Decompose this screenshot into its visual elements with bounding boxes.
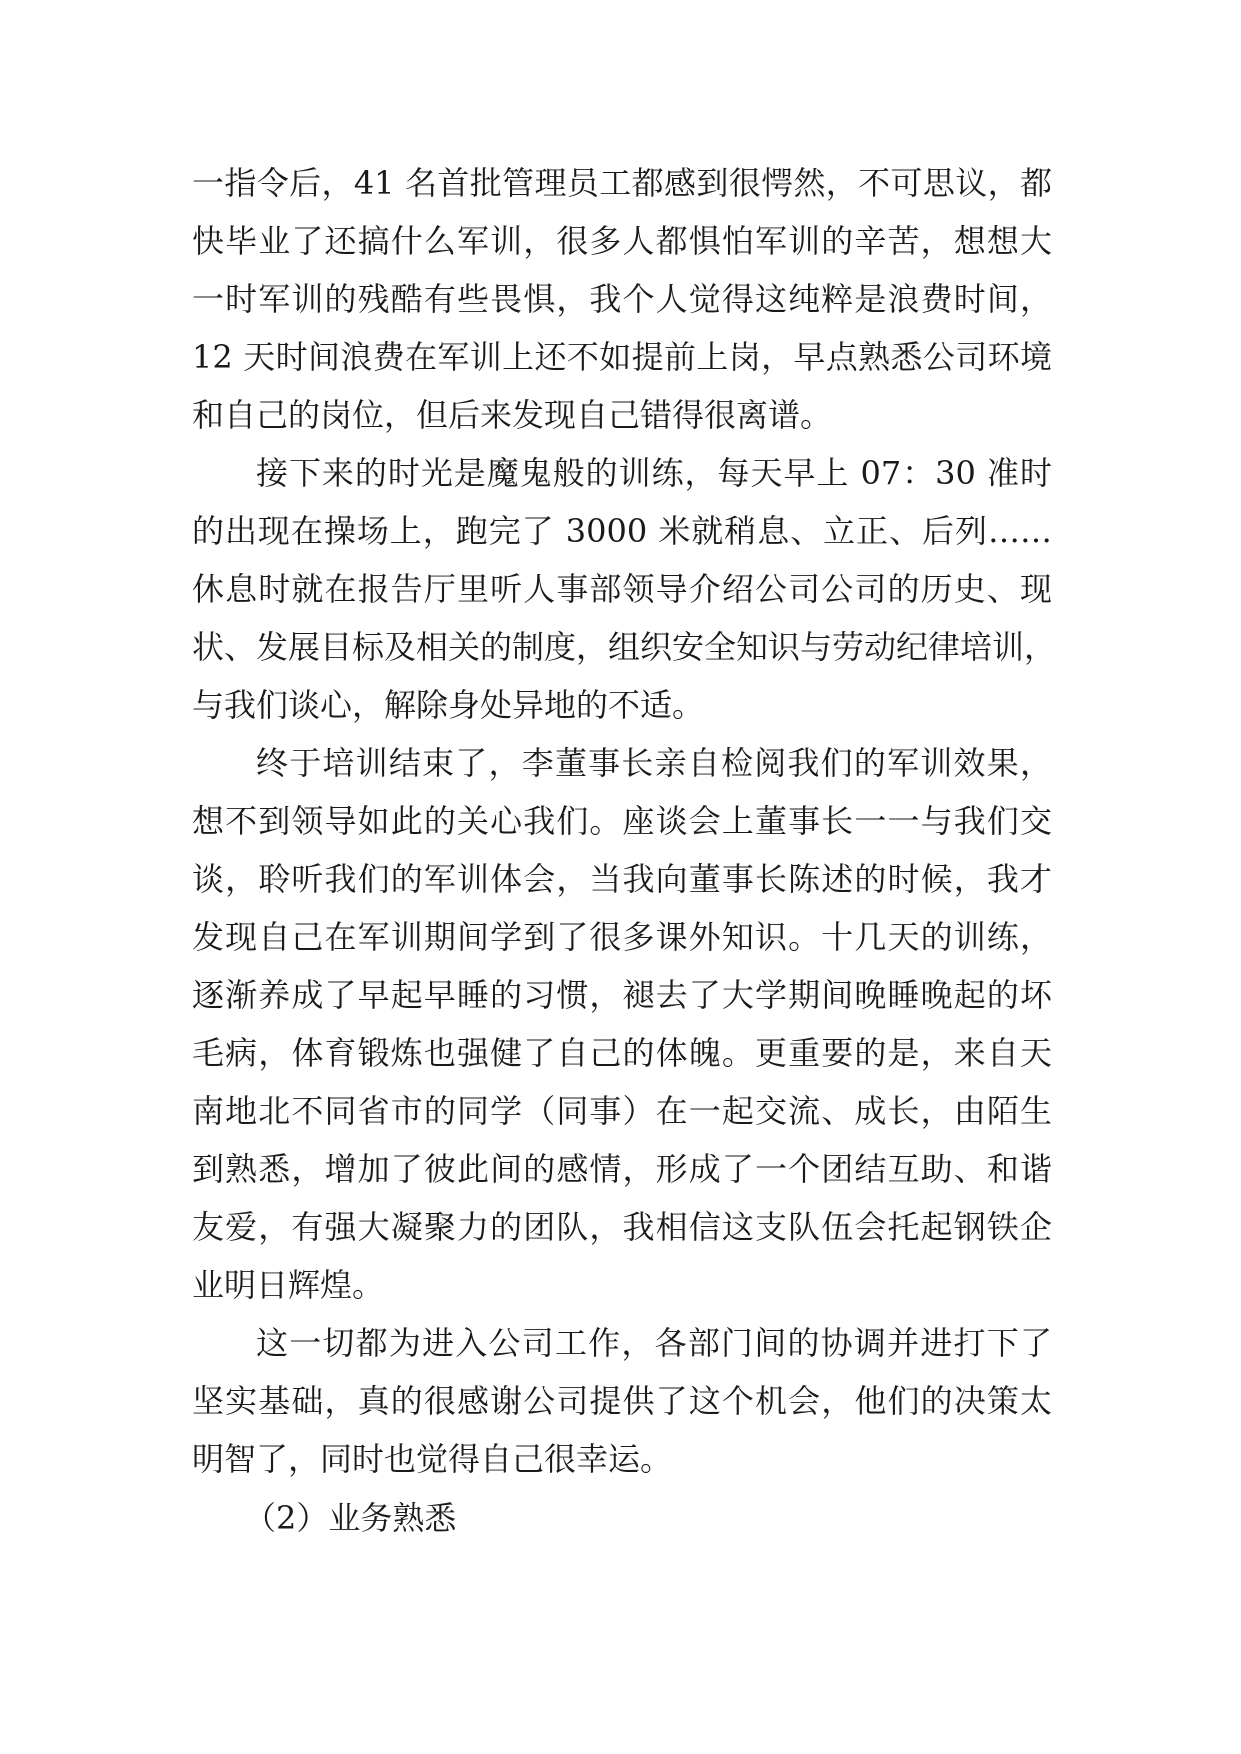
paragraph-3-line-10: 业明日辉煌。 xyxy=(192,1266,385,1304)
paragraph-3-line-4: 发现自己在军训期间学到了很多课外知识。十几天的训练， xyxy=(192,918,1052,956)
paragraph-3-line-7: 南地北不同省市的同学（同事）在一起交流、成长，由陌生 xyxy=(192,1092,1052,1130)
paragraph-1-line-5: 和自己的岗位，但后来发现自己错得很离谱。 xyxy=(192,396,833,434)
paragraph-2-line-2: 的出现在操场上，跑完了 3000 米就稍息、立正、后列…… xyxy=(192,512,1052,550)
paragraph-2-line-1: 接下来的时光是魔鬼般的训练，每天早上 07：30 准时 xyxy=(256,454,1052,492)
section-heading: （2）业务熟悉 xyxy=(244,1499,457,1537)
paragraph-3-line-9: 友爱，有强大凝聚力的团队，我相信这支队伍会托起钢铁企 xyxy=(192,1208,1052,1246)
paragraph-3-line-8: 到熟悉，增加了彼此间的感情，形成了一个团结互助、和谐 xyxy=(192,1150,1052,1188)
paragraph-1-line-2: 快毕业了还搞什么军训，很多人都惧怕军训的辛苦，想想大 xyxy=(192,222,1052,260)
paragraph-1-line-4: 12 天时间浪费在军训上还不如提前上岗，早点熟悉公司环境 xyxy=(192,338,1052,376)
paragraph-4-line-3: 明智了，同时也觉得自己很幸运。 xyxy=(192,1440,673,1478)
paragraph-3-line-1: 终于培训结束了，李董事长亲自检阅我们的军训效果， xyxy=(256,744,1052,782)
paragraph-3-line-3: 谈，聆听我们的军训体会，当我向董事长陈述的时候，我才 xyxy=(192,860,1052,898)
paragraph-1-line-1: 一指令后，41 名首批管理员工都感到很愕然，不可思议，都 xyxy=(192,164,1052,202)
paragraph-4-line-2: 坚实基础，真的很感谢公司提供了这个机会，他们的决策太 xyxy=(192,1382,1052,1420)
paragraph-1-line-3: 一时军训的残酷有些畏惧，我个人觉得这纯粹是浪费时间， xyxy=(192,280,1052,318)
paragraph-2-line-3: 休息时就在报告厅里听人事部领导介绍公司公司的历史、现 xyxy=(192,570,1052,608)
paragraph-3-line-5: 逐渐养成了早起早睡的习惯，褪去了大学期间晚睡晚起的坏 xyxy=(192,976,1052,1014)
paragraph-2-line-5: 与我们谈心，解除身处异地的不适。 xyxy=(192,686,705,724)
paragraph-4-line-1: 这一切都为进入公司工作，各部门间的协调并进打下了 xyxy=(256,1324,1052,1362)
paragraph-2-line-4: 状、发展目标及相关的制度，组织安全知识与劳动纪律培训， xyxy=(192,628,1057,666)
paragraph-3-line-6: 毛病，体育锻炼也强健了自己的体魄。更重要的是，来自天 xyxy=(192,1034,1052,1072)
paragraph-3-line-2: 想不到领导如此的关心我们。座谈会上董事长一一与我们交 xyxy=(192,802,1052,840)
